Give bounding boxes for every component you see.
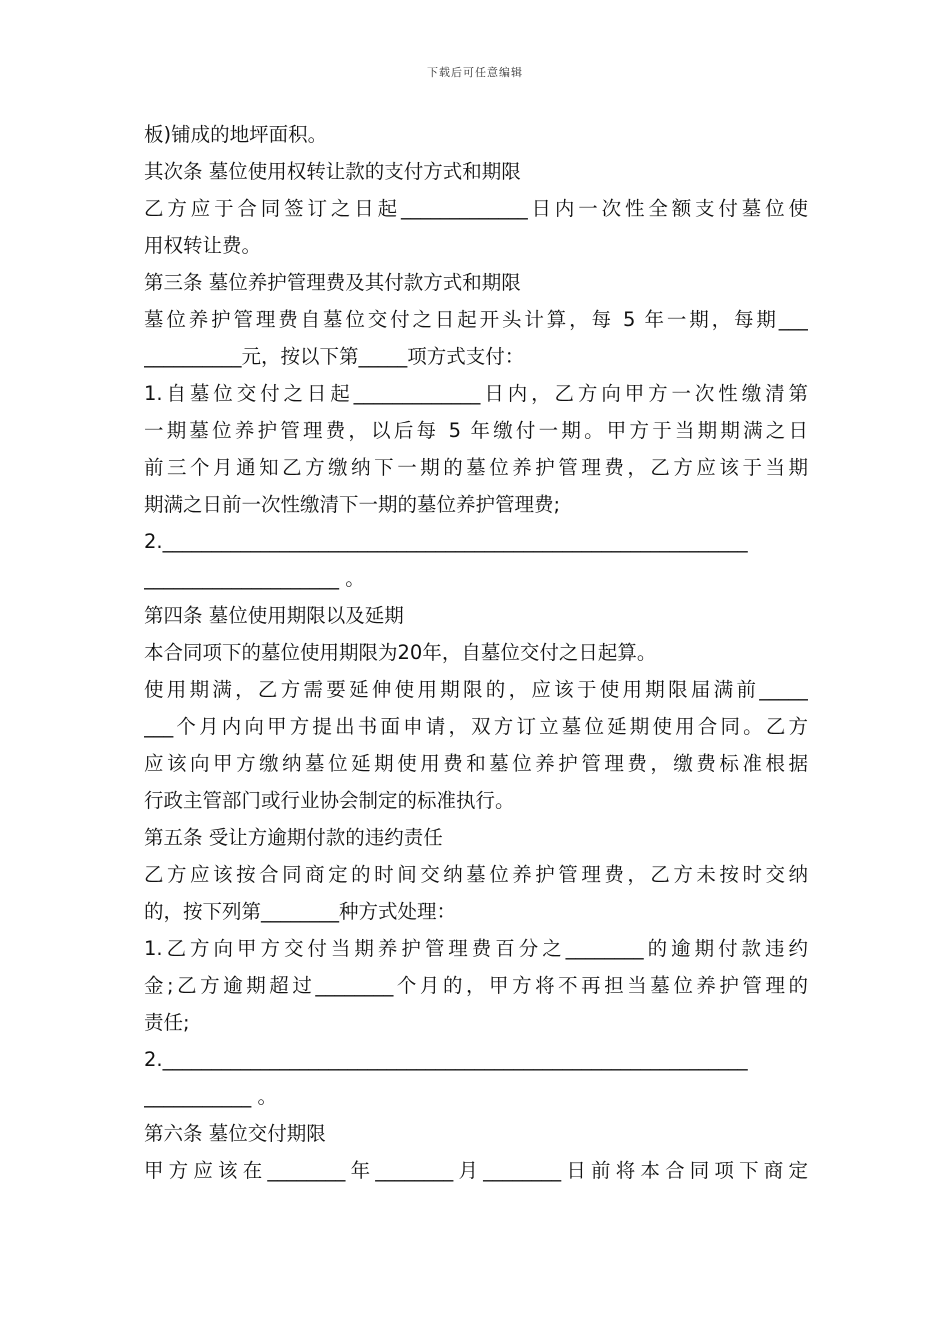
text-line: 用权转让费。 xyxy=(144,234,262,257)
text-line: 一期墓位养护管理费，以后每 5 年缴付一期。甲方于当期期满之日 xyxy=(144,419,808,442)
text-line: 乙方应于合同签订之日起_____________日内一次性全额支付墓位使 xyxy=(144,197,808,220)
text-line: ___个月内向甲方提出书面申请，双方订立墓位延期使用合同。乙方 xyxy=(144,715,808,738)
article-heading: 第三条 墓位养护管理费及其付款方式和期限 xyxy=(144,271,521,294)
text-line: 甲方应该在________年________月________日前将本合同项下商定 xyxy=(144,1159,808,1182)
text-line: 墓位养护管理费自墓位交付之日起开头计算，每 5 年一期，每期___ xyxy=(144,308,808,331)
article-heading: 第五条 受让方逾期付款的违约责任 xyxy=(144,826,443,849)
text-line: 责任; xyxy=(144,1011,190,1034)
text-line: 本合同项下的墓位使用期限为20年，自墓位交付之日起算。 xyxy=(144,641,657,664)
text-line: 行政主管部门或行业协会制定的标准执行。 xyxy=(144,789,515,812)
article-heading: 第六条 墓位交付期限 xyxy=(144,1122,326,1145)
text-line: 的，按下列第________种方式处理： xyxy=(144,900,457,923)
blank-line: ____________________ 。 xyxy=(144,567,365,590)
document-body xyxy=(144,116,808,1189)
text-line: 应该向甲方缴纳墓位延期使用费和墓位养护管理费，缴费标准根据 xyxy=(144,752,808,775)
article-heading: 第四条 墓位使用期限以及延期 xyxy=(144,604,404,627)
text-line: 前三个月通知乙方缴纳下一期的墓位养护管理费，乙方应该于当期 xyxy=(144,456,808,479)
text-line: 金;乙方逾期超过________个月的，甲方将不再担当墓位养护管理的 xyxy=(144,974,808,997)
blank-line: ___________ 。 xyxy=(144,1085,277,1108)
text-line: 乙方应该按合同商定的时间交纳墓位养护管理费，乙方未按时交纳 xyxy=(144,863,808,886)
page-header: 下载后可任意编辑 xyxy=(427,66,523,79)
article-heading: 其次条 墓位使用权转让款的支付方式和期限 xyxy=(144,160,521,183)
blank-line: 2.____________________________________________________________ xyxy=(144,1048,748,1071)
text-line: 1.自墓位交付之日起_____________日内，乙方向甲方一次性缴清第 xyxy=(144,382,808,405)
blank-line: 2.____________________________________________________________ xyxy=(144,530,748,553)
text-line: 板)铺成的地坪面积。 xyxy=(144,123,328,146)
text-line: __________元，按以下第_____项方式支付： xyxy=(144,345,525,368)
text-line: 1.乙方向甲方交付当期养护管理费百分之________的逾期付款违约 xyxy=(144,937,808,960)
text-line: 使用期满，乙方需要延伸使用期限的，应该于使用期限届满前_____ xyxy=(144,678,808,701)
text-line: 期满之日前一次性缴清下一期的墓位养护管理费; xyxy=(144,493,561,516)
